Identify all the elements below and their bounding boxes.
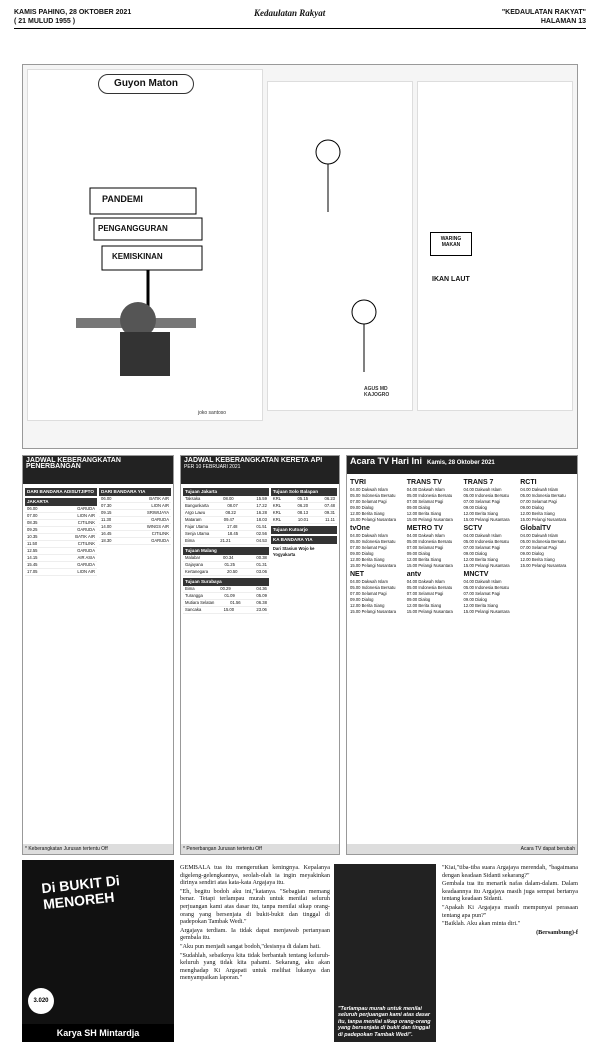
schedule-cell: 06.23 [324, 496, 335, 501]
schedule-cell: 18.30 [101, 538, 112, 543]
schedule-row [271, 503, 337, 510]
schedule-row [99, 538, 171, 545]
tv-program: 15.00 Pelangi Nusantara [350, 563, 397, 568]
schedule-cell: 14.00 [101, 524, 112, 529]
schedule-cell: Turangga [185, 593, 203, 598]
train-sec-surabaya: Tujuan Surabaya [183, 578, 269, 586]
schedule-row [183, 538, 269, 545]
tv-program: 05.00 Indonesia Bersatu [406, 585, 453, 590]
story-illustration [334, 864, 436, 1042]
schedule-row [25, 513, 97, 520]
story-paragraph: "Baiklah. Aku akan minta diri." [442, 920, 521, 928]
tv-channel-name: TRANS TV [406, 479, 442, 486]
tv-program: 12.00 Berita Siang [350, 511, 385, 516]
story-column-2 [442, 864, 578, 937]
schedule-cell: 11.50 [27, 541, 38, 546]
tv-program: 09.00 Dialog [463, 597, 488, 602]
hijri-date: ( 21 MULUD 1955 ) [14, 18, 76, 25]
tv-program: 05.00 Indonesia Bersatu [520, 493, 566, 498]
story-column-1 [180, 864, 330, 983]
tv-program: 04.00 Dakwah Islam [463, 487, 502, 492]
schedule-cell: 08.07 [227, 503, 238, 508]
story-paragraph: "Kiai,"tiba-tiba suara Argajaya merendah, "bagaimana dengan keadaan Sidanti sekarang?" [442, 864, 578, 879]
sign-pengangguran: PENGANGGURAN [98, 224, 168, 233]
schedule-cell: 17.05 [27, 569, 38, 574]
schedule-cell: 08.00 [223, 496, 234, 501]
schedule-cell: 17.22 [256, 503, 267, 508]
schedule-row [25, 569, 97, 576]
tv-program: 07.00 Selamat Pagi [406, 591, 444, 596]
tv-program: 15.00 Pelangi Nusantara [463, 609, 510, 614]
schedule-row [183, 555, 269, 562]
tv-program: 05.00 Indonesia Bersatu [463, 493, 509, 498]
cartoon-credit: joko santoso [198, 410, 227, 416]
tv-title: Acara TV Hari Ini [350, 456, 423, 466]
train-title [181, 456, 339, 484]
schedule-cell: Senja Utama [185, 531, 210, 536]
tv-program: 12.00 Berita Siang [350, 557, 385, 562]
flight-dest-jakarta: JAKARTA [25, 498, 97, 506]
schedule-row [99, 524, 171, 531]
tv-program: 09.00 Dialog [406, 597, 431, 602]
illustration-caption: "Terlampau murah untuk menilai seluruh perjuangan kami atas dasar itu, tanpa menilai sikap orang-orang yang bersenjata di bukit dan tinggal di padepokan Tambak Wedi". [338, 1005, 431, 1038]
schedule-cell: 16.45 [101, 531, 112, 536]
schedule-row [99, 496, 171, 503]
schedule-cell: KRL [272, 503, 282, 508]
schedule-row [183, 524, 269, 531]
schedule-cell: 09.47 [223, 517, 235, 522]
train-yia-note: Dari Stasiun Wojo ke Yogyakarta [272, 546, 315, 557]
tv-program: 04.00 Dakwah Islam [406, 533, 445, 538]
story-paragraph: "Apakah Ki Argajaya masih mempunyai perasaan tentang apa pun?" [442, 903, 578, 919]
schedule-cell: 01.51 [256, 524, 267, 529]
train-sec-kutoarjo: Tujuan Kutoarjo [271, 526, 337, 534]
schedule-cell: Argo Lawu [185, 510, 206, 515]
tv-program: 09.00 Dialog [406, 551, 431, 556]
schedule-cell: 09.31 [324, 510, 335, 515]
tv-program: 15.00 Pelangi Nusantara [350, 609, 397, 614]
tv-program: 09.00 Dialog [463, 505, 488, 510]
tv-program: 04.00 Dakwah Islam [406, 487, 445, 492]
schedule-cell: Taksaka [185, 496, 201, 501]
schedule-row [183, 517, 269, 524]
tv-program: 04.00 Dakwah Islam [463, 533, 502, 538]
schedule-cell: GARUDA [77, 527, 95, 532]
schedule-row [99, 531, 171, 538]
train-schedule [180, 455, 340, 855]
tv-program: 09.00 Dialog [463, 551, 488, 556]
header-right [502, 8, 586, 26]
train-sec-malang: Tujuan Malang [183, 547, 269, 555]
cartoon-panel-main [27, 69, 263, 421]
schedule-row [271, 496, 337, 503]
tv-program: 04.00 Dakwah Islam [350, 487, 388, 492]
flight-origin-yia: DARI BANDARA YIA [99, 488, 171, 496]
schedule-cell: Sancaka [185, 607, 202, 612]
tv-channel-name: RCTI [520, 479, 537, 486]
tv-program: 15.00 Pelangi Nusantara [463, 563, 510, 568]
tv-channel-name: tvOne [350, 525, 370, 532]
tv-column [520, 477, 574, 615]
schedule-row [271, 517, 337, 524]
tv-program: 04.00 Dakwah Islam [520, 533, 559, 538]
schedule-cell: Gajayana [185, 562, 203, 567]
masthead: Kedaulatan Rakyat [254, 8, 326, 18]
schedule-row [183, 531, 269, 538]
tv-program: 12.00 Berita Siang [406, 557, 442, 562]
schedule-cell: 01.25 [224, 562, 235, 567]
schedule-cell: Kertanegara [185, 569, 209, 574]
tv-title-bar [347, 456, 577, 474]
schedule-cell: 15.45 [27, 562, 38, 567]
schedule-cell: 05.15 [297, 496, 309, 501]
flight-footer: * Keberangkatan Jurusan tertentu Off [23, 844, 173, 854]
tv-program: 15.00 Pelangi Nusantara [520, 563, 567, 568]
schedule-cell: AIR ASIA [77, 555, 95, 560]
header-left [14, 8, 131, 26]
schedule-cell: GARUDA [77, 562, 95, 567]
schedule-row [183, 496, 269, 503]
train-title-text: JADWAL KEBERANGKATAN KERETA API [184, 457, 323, 464]
schedule-cell: 09.25 [27, 527, 38, 532]
schedule-cell: 07.48 [324, 503, 335, 508]
tv-program: 15.00 Pelangi Nusantara [350, 517, 397, 522]
serial-episode-badge: 3.020 [28, 988, 54, 1014]
schedule-cell: 07.00 [27, 513, 38, 518]
schedule-cell: KRL [272, 517, 282, 522]
tv-channel-name: antv [406, 571, 422, 578]
schedule-cell: 15.59 [256, 496, 267, 501]
schedule-cell: CITILINK [77, 520, 95, 525]
tv-program: 12.00 Berita Siang [520, 511, 555, 516]
schedule-row [25, 506, 97, 513]
train-sec-yia: KA BANDARA YIA [271, 536, 337, 544]
schedule-cell: GARUDA [77, 548, 95, 553]
tv-schedule [346, 455, 578, 855]
serial-title: Di BUKIT Di MENOREH [40, 872, 121, 913]
tv-channel-name: METRO TV [406, 525, 443, 532]
tv-program: 12.00 Berita Siang [520, 557, 555, 562]
schedule-row [183, 600, 269, 607]
tv-program: 07.00 Selamat Pagi [520, 499, 557, 504]
flight-origin-adisutjipto: DARI BANDARA ADISUTJIPTO [25, 488, 97, 496]
tv-program: 07.00 Selamat Pagi [406, 499, 444, 504]
schedule-cell: 08.35 [27, 520, 38, 525]
paper-name: "KEDAULATAN RAKYAT" [501, 9, 586, 16]
tv-program: 04.00 Dakwah Islam [406, 579, 445, 584]
tv-channel-name: MNCTV [463, 571, 489, 578]
schedule-cell: 23.06 [256, 607, 267, 612]
schedule-row [99, 510, 171, 517]
tv-program: 15.00 Pelangi Nusantara [406, 609, 453, 614]
tv-program: 07.00 Selamat Pagi [463, 499, 501, 504]
schedule-cell: 07.30 [101, 503, 112, 508]
schedule-cell: Mataram [185, 517, 202, 522]
schedule-cell: 04.36 [256, 586, 267, 591]
tv-program: 05.00 Indonesia Bersatu [350, 539, 396, 544]
tv-channel-name: TVRI [350, 479, 366, 486]
flight-title: JADWAL KEBERANGKATAN PENERBANGAN [23, 456, 173, 484]
schedule-row [99, 517, 171, 524]
serial-author: Karya SH Mintardja [22, 1024, 174, 1042]
schedule-cell: 00.38 [256, 555, 267, 560]
schedule-cell: 21.21 [220, 538, 231, 543]
tv-program: 09.00 Dialog [520, 505, 544, 510]
schedule-cell: 20.50 [227, 569, 238, 574]
tv-program: 07.00 Selamat Pagi [350, 591, 387, 596]
tv-program: 09.00 Dialog [406, 505, 431, 510]
sign-pandemi: PANDEMI [102, 194, 143, 204]
tv-channel-name: TRANS 7 [463, 479, 494, 486]
schedule-cell: 06.38 [256, 600, 267, 605]
tv-program: 07.00 Selamat Pagi [463, 591, 501, 596]
flight-schedule [22, 455, 174, 855]
author-signature: AGUS MD KAJOGRO [364, 386, 390, 398]
header-rule [14, 28, 586, 29]
schedule-cell: GARUDA [77, 506, 95, 511]
tv-program: 12.00 Berita Siang [463, 557, 498, 562]
train-footer: * Penerbangan Jurusan tertentu Off [181, 844, 339, 854]
schedule-row [183, 593, 269, 600]
tv-program: 05.00 Indonesia Bersatu [463, 585, 509, 590]
schedule-row [183, 510, 269, 517]
tv-program: 04.00 Dakwah Islam [350, 579, 388, 584]
schedule-row [25, 562, 97, 569]
schedule-cell: KRL [272, 510, 282, 515]
schedule-row [25, 534, 97, 541]
schedule-cell: 01.56 [230, 600, 241, 605]
tv-program: 05.00 Indonesia Bersatu [406, 493, 453, 498]
tv-column [407, 477, 461, 615]
schedule-row [25, 520, 97, 527]
schedule-cell: KRL [272, 496, 282, 501]
schedule-cell: 00.29 [220, 586, 231, 591]
schedule-cell: 06.00 [27, 506, 38, 511]
story-paragraph: Argajaya terdiam. Ia tidak dapat menjawab pertanyaan gembala itu. [180, 926, 330, 942]
schedule-cell: 16.28 [256, 510, 267, 515]
cartoon-section [22, 64, 578, 449]
tv-program: 15.00 Pelangi Nusantara [463, 517, 510, 522]
tv-program: 07.00 Selamat Pagi [350, 545, 387, 550]
schedule-cell: 05.09 [256, 593, 267, 598]
schedule-cell: LION AIR [77, 513, 95, 518]
schedule-cell: 09.15 [101, 510, 112, 515]
tv-program: 12.00 Berita Siang [463, 511, 498, 516]
story-paragraph: GEMBALA tua itu mengerutkan keningnya. Kepalanya digeleng-gelengkannya, seolah-olah ia ingin meyakinkan dirinya sendiri atas kata-kata Argajaya itu. [180, 864, 330, 887]
schedule-cell: 15.00 [223, 607, 235, 612]
tv-program: 05.00 Indonesia Bersatu [350, 585, 396, 590]
tv-program: 07.00 Selamat Pagi [350, 499, 387, 504]
tv-column [464, 477, 518, 615]
tv-date: Kamis, 28 Oktober 2021 [427, 460, 495, 466]
tv-program: 15.00 Pelangi Nusantara [520, 517, 567, 522]
tv-program: 09.00 Dialog [350, 505, 374, 510]
schedule-cell: 10.01 [297, 517, 309, 522]
page-number: HALAMAN 13 [540, 18, 586, 25]
train-sec-jakarta: Tujuan Jakarta [183, 488, 269, 496]
tv-program: 05.00 Indonesia Bersatu [406, 539, 453, 544]
sign-kemiskinan: KEMISKINAN [112, 252, 163, 261]
schedule-cell: Mutiara Selatan [185, 600, 215, 605]
train-sec-solo: Tujuan Solo Balapan [271, 488, 337, 496]
train-subtitle: PER 10 FEBRUARI 2021 [184, 464, 241, 470]
schedule-row [183, 503, 269, 510]
story-paragraph: "Eh, begitu bodoh aku ini,"katanya. "Sebagian memang benar. Tetapi terlampau murah untuk menilai seluruh perjuangan kami atas dasar itu, tanpa menilai sikap orang-orang yang bersenjata di bukit-bukit dan tinggal di padepokan Tambak Wedi." [180, 887, 330, 926]
tv-program: 12.00 Berita Siang [406, 603, 442, 608]
schedule-cell: CITILINK [151, 531, 169, 536]
tv-channel-name: NET [350, 571, 364, 578]
schedule-cell: 11.11 [325, 517, 335, 522]
schedule-cell: 01.09 [224, 593, 235, 598]
schedule-cell: 04.53 [256, 538, 267, 543]
schedule-cell: 02.56 [256, 531, 267, 536]
thief-drawing [268, 82, 414, 412]
schedule-cell: GARUDA [151, 517, 169, 522]
schedule-cell: BATIK AIR [149, 496, 169, 501]
story-paragraph: "Aku pun menjadi sangat bodoh,"desisnya di dalam hati. [180, 942, 321, 950]
schedule-cell: SRIWIJAYA [147, 510, 169, 515]
issue-date: KAMIS PAHING, 28 OKTOBER 2021 [14, 9, 132, 16]
tv-program: 05.00 Indonesia Bersatu [520, 539, 566, 544]
schedule-row [183, 562, 269, 569]
tv-footer: Acara TV dapat berubah [347, 844, 577, 854]
tv-channel-name: SCTV [463, 525, 483, 532]
tv-program: 12.00 Berita Siang [463, 603, 498, 608]
schedule-row [25, 548, 97, 555]
schedule-row [25, 527, 97, 534]
schedule-cell: Bima [185, 538, 195, 543]
story-paragraph: Gembala tua itu menarik nafas dalam-dalam. Dalam keadaannya itu Argajaya masih juga sempat bertanya tentang keadaan Sidanti. [442, 880, 578, 903]
schedule-cell: 11.30 [101, 517, 112, 522]
schedule-cell: 18.03 [256, 517, 267, 522]
schedule-cell: Fajar Utama [185, 524, 209, 529]
tv-program: 07.00 Selamat Pagi [463, 545, 501, 550]
schedule-cell: 10.35 [27, 534, 38, 539]
schedule-cell: 17.48 [226, 524, 238, 529]
schedule-cell: 06.00 [101, 496, 112, 501]
schedule-cell: 00.34 [223, 555, 234, 560]
schedule-row [183, 607, 269, 614]
story-end: (Bersambung)-f [536, 928, 578, 936]
schedule-cell: 08.13 [297, 510, 309, 515]
schedule-row [25, 555, 97, 562]
cartoon-panel-mid [267, 81, 413, 411]
schedule-cell: LION AIR [151, 503, 169, 508]
schedule-row [99, 503, 171, 510]
schedule-cell: Malabar [185, 555, 201, 560]
waring-makan-sign: WARING MAKAN [430, 232, 472, 256]
tv-column [350, 477, 404, 615]
tv-program: 04.00 Dakwah Islam [520, 487, 559, 492]
serial-banner [22, 860, 174, 1042]
page-header [14, 6, 586, 46]
schedule-row [271, 510, 337, 517]
schedule-cell: 08.22 [225, 510, 236, 515]
schedule-cell: Bima [185, 586, 195, 591]
schedule-cell: CITILINK [77, 541, 95, 546]
schedule-cell: 14.15 [27, 555, 38, 560]
schedule-row [183, 569, 269, 576]
tv-program: 09.00 Dialog [520, 551, 544, 556]
tv-program: 09.00 Dialog [350, 597, 374, 602]
tv-program: 12.00 Berita Siang [350, 603, 385, 608]
tv-program: 07.00 Selamat Pagi [406, 545, 444, 550]
tv-program: 15.00 Pelangi Nusantara [406, 563, 453, 568]
cartoon-panel-right [417, 81, 573, 411]
schedule-cell: Bangunkarta [185, 503, 209, 508]
schedule-cell: 18.45 [227, 531, 239, 536]
schedule-row [183, 586, 269, 593]
tv-program: 07.00 Selamat Pagi [520, 545, 557, 550]
tv-program: 04.00 Dakwah Islam [463, 579, 502, 584]
story-paragraph: "Sudahlah, sebaiknya kita tidak berbantah tentang keluruh-keluruh yang tidak kita pahami. Sekarang, aku akan menghadap Ki Argapati untuk melihat lukanya dan menyampaikan laporan." [180, 951, 330, 982]
schedule-cell: 03.06 [256, 569, 267, 574]
tv-program: 05.00 Indonesia Bersatu [463, 539, 509, 544]
ikan-laut-sign: IKAN LAUT [432, 276, 470, 283]
tv-program: 05.00 Indonesia Bersatu [350, 493, 396, 498]
schedule-cell: WINGS AIR [146, 524, 169, 529]
tv-program: 12.00 Berita Siang [406, 511, 442, 516]
schedule-row [25, 541, 97, 548]
schedule-cell: GARUDA [151, 538, 169, 543]
tv-program: 04.00 Dakwah Islam [350, 533, 388, 538]
guyon-maton-banner: Guyon Maton [98, 74, 194, 94]
schedule-cell: 01.31 [256, 562, 267, 567]
tv-channel-name: GlobalTV [520, 525, 551, 532]
tv-program: 09.00 Dialog [350, 551, 374, 556]
schedule-cell: 12.55 [27, 548, 38, 553]
cartoon-drawing [28, 70, 264, 422]
schedule-cell: LION AIR [77, 569, 95, 574]
schedule-cell: BATIK AIR [75, 534, 95, 539]
tv-program: 15.00 Pelangi Nusantara [406, 517, 453, 522]
schedule-cell: 06.20 [297, 503, 309, 508]
